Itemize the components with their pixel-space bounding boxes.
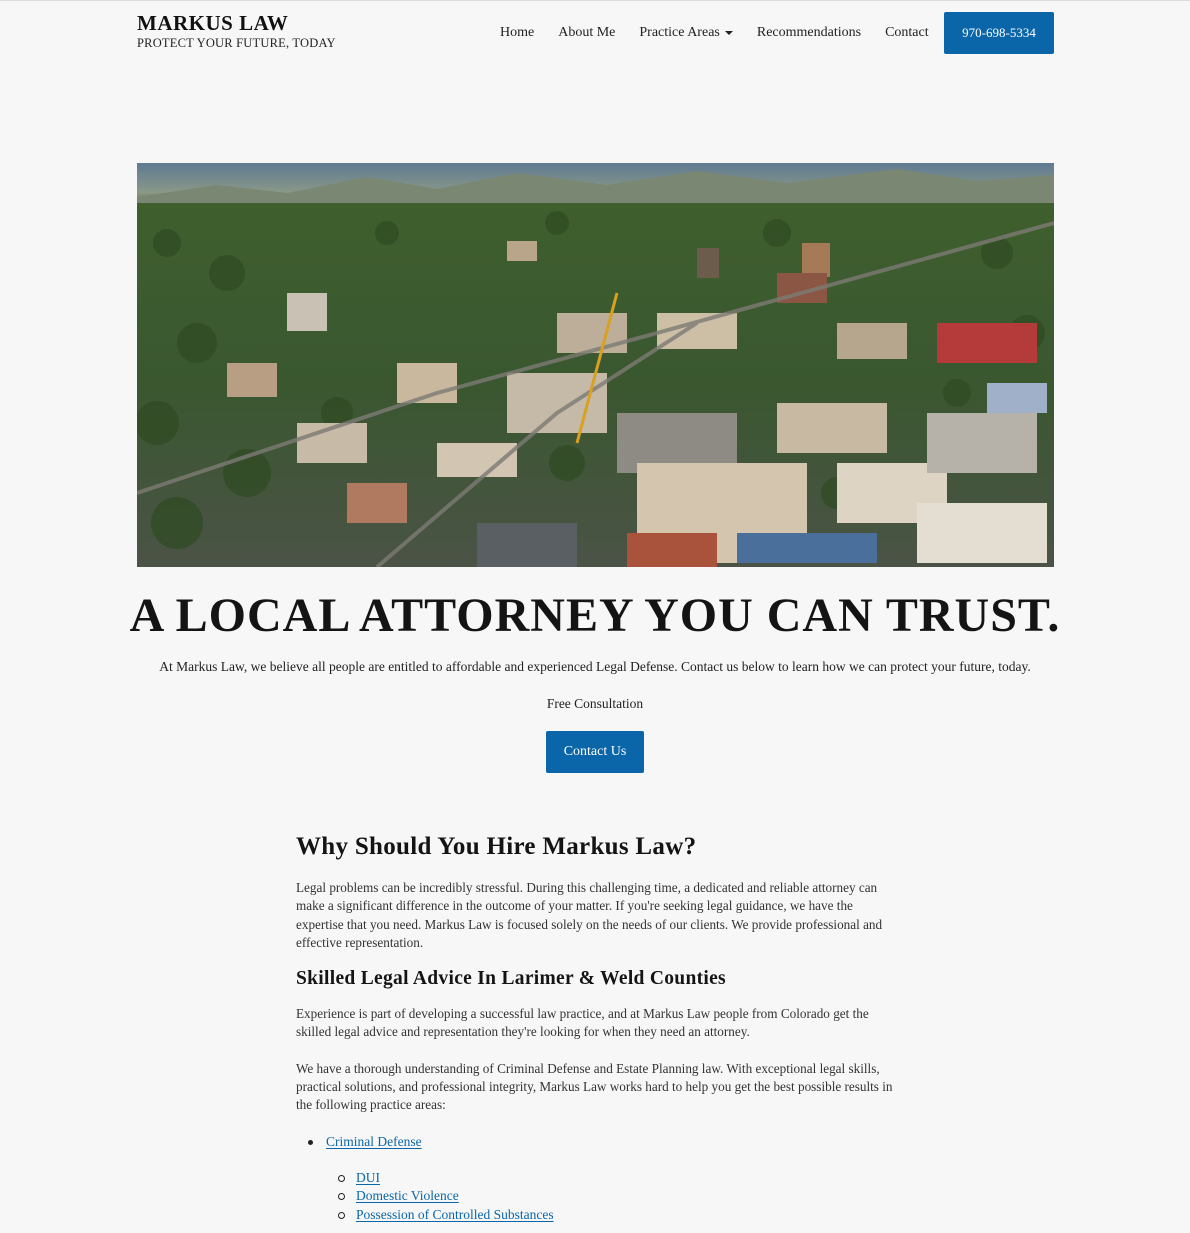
brand-name[interactable]: MARKUS LAW <box>137 11 289 35</box>
top-border <box>0 0 1190 1</box>
sub-practice-list <box>326 1169 896 1225</box>
nav-practice-label: Practice Areas <box>639 25 720 40</box>
intro-text: At Markus Law, we believe all people are entitled to affordable and experienced Legal Defense. Contact us below to learn how we can protect your future, today. <box>159 659 1031 674</box>
nav-practice-areas[interactable] <box>639 25 732 41</box>
nav-about-label: About Me <box>558 25 616 40</box>
main-nav <box>500 24 953 42</box>
criminal-defense-link[interactable]: Criminal Defense <box>326 1133 422 1149</box>
experience-paragraph: Experience is part of developing a successful law practice, and at Markus Law people from Colorado get the skilled legal advice and representation they're looking for when they need an attorney. <box>296 1006 869 1040</box>
intro-paragraph: Legal problems can be incredibly stressful. During this challenging time, a dedicated and reliable attorney can make a significant difference in the outcome of your matter. If you're seeking legal guidance, we have the expertise that you need. Markus Law is focused solely on the needs of our clients. We provide professional and effective representation. <box>296 880 883 950</box>
possession-link[interactable]: Possession of Controlled Substances <box>356 1206 554 1222</box>
phone-button[interactable]: 970-698-5334 <box>944 12 1054 54</box>
free-consultation-text: Free Consultation <box>546 696 644 711</box>
why-hire-heading: Why Should You Hire Markus Law? <box>296 833 697 860</box>
nav-contact-label: Contact <box>885 25 929 40</box>
list-item <box>338 1169 896 1188</box>
brand-tagline: PROTECT YOUR FUTURE, TODAY <box>137 36 336 50</box>
domestic-violence-link[interactable]: Domestic Violence <box>356 1188 459 1204</box>
nav-contact[interactable] <box>885 25 929 41</box>
nav-home[interactable] <box>500 25 534 41</box>
main-content <box>296 830 896 1224</box>
aerial-city-illustration <box>137 163 1054 567</box>
dui-link[interactable]: DUI <box>356 1169 380 1185</box>
list-item <box>338 1206 896 1225</box>
nav-about-me[interactable] <box>558 25 615 41</box>
nav-recommendations-label: Recommendations <box>756 25 862 40</box>
nav-recommendations[interactable] <box>757 25 861 41</box>
contact-us-button[interactable]: Contact Us <box>546 731 644 773</box>
hero-image <box>137 163 1054 567</box>
nav-home-label: Home <box>500 25 535 40</box>
list-item <box>308 1133 896 1225</box>
brand[interactable] <box>137 11 336 51</box>
page-title: A LOCAL ATTORNEY YOU CAN TRUST. <box>129 589 1061 642</box>
list-item <box>338 1187 896 1206</box>
practice-paragraph: We have a thorough understanding of Criminal Defense and Estate Planning law. With exceptional legal skills, practical solutions, and professional integrity, Markus Law works hard to help you get the best possible results in the following practice areas: <box>296 1060 893 1113</box>
caret-down-icon <box>725 31 733 35</box>
skilled-advice-heading: Skilled Legal Advice In Larimer & Weld Counties <box>296 968 726 990</box>
practice-areas-list <box>296 1133 896 1225</box>
